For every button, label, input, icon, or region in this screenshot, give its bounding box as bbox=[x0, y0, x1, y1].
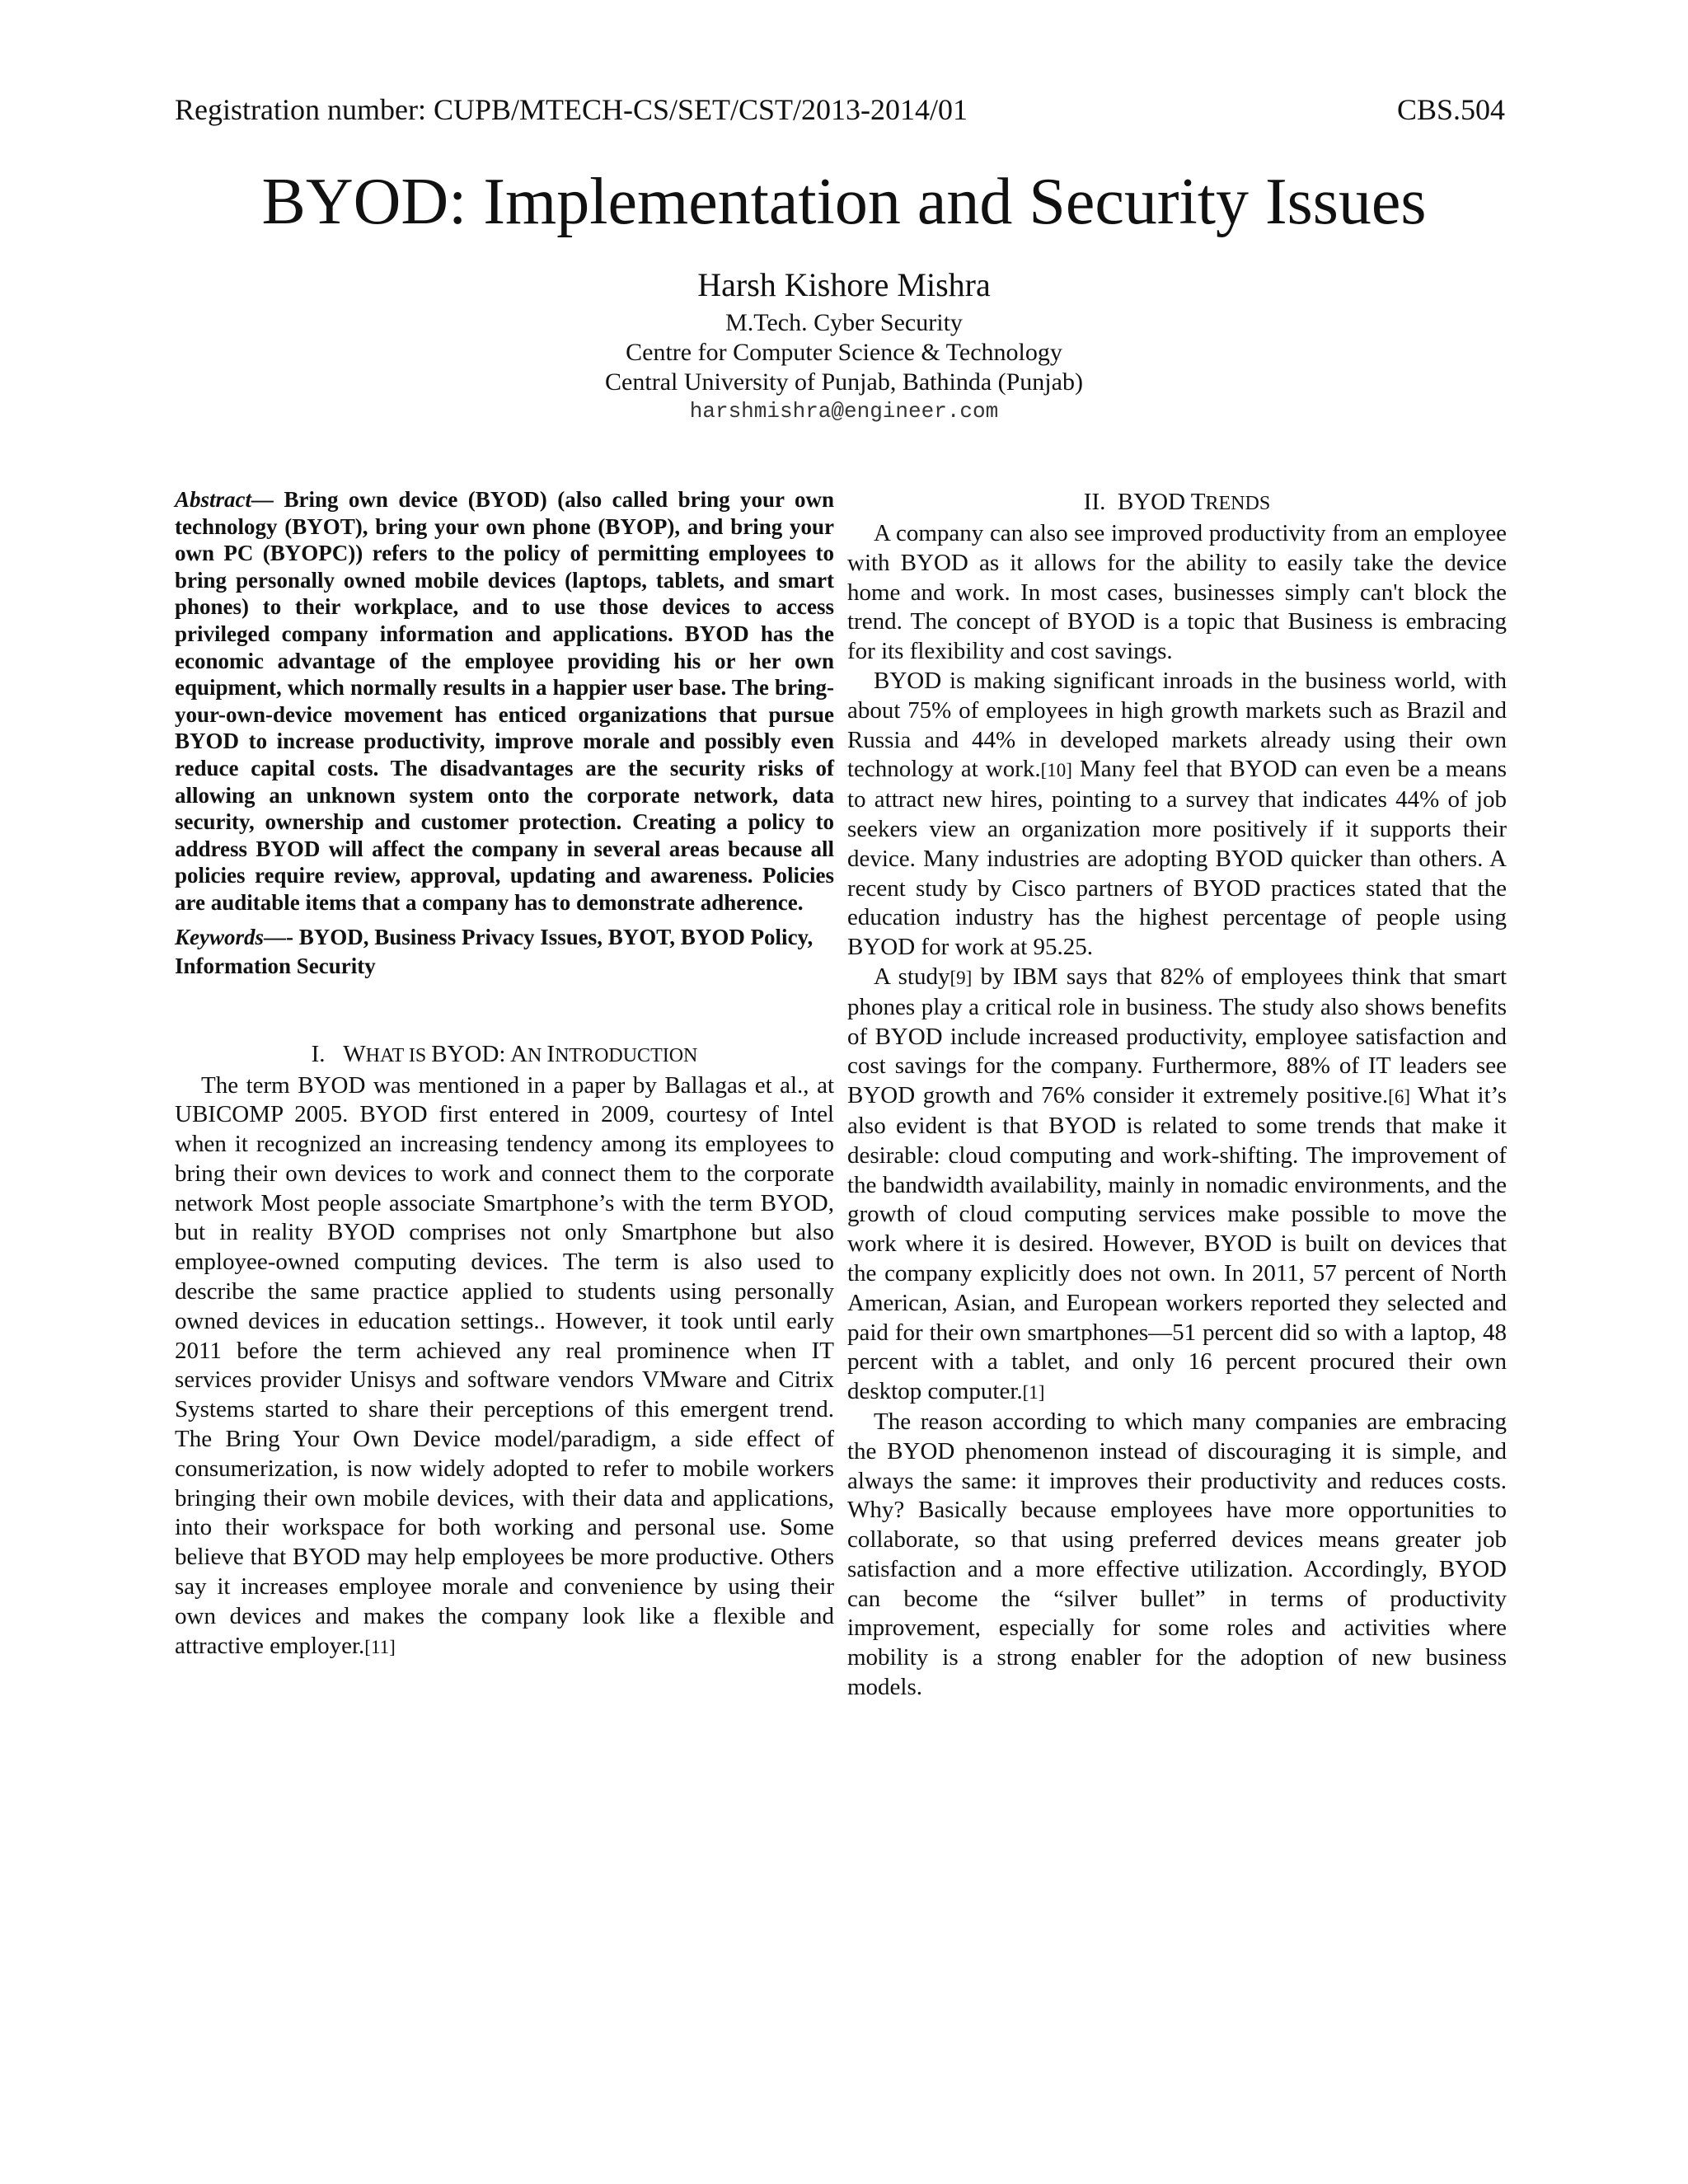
author-block bbox=[0, 262, 1688, 425]
page-header bbox=[175, 89, 1505, 130]
section-number: II. bbox=[1083, 489, 1106, 515]
paragraph-text: BYOD is making significant inroads in the business world, with about 75% of employees in high growth markets such as Brazil and Russia and 44% in developed markets already using their own technology at work. bbox=[847, 667, 1507, 783]
section-title-part: HAT IS bbox=[365, 1044, 432, 1066]
paragraph-text: Many feel that BYOD can even be a means to attract new hires, pointing to a survey that indicates 44% of job seekers view an organization more positively if it supports their device. Many industries are adopting BYOD quicker than others. A recent study by Cisco partners of BYOD practices stated that the education industry has the highest percentage of people using BYOD for work at 95.25. bbox=[847, 756, 1507, 961]
citation: [9] bbox=[950, 967, 973, 988]
section-number: I. bbox=[311, 1040, 326, 1067]
section-title-part: N bbox=[528, 1044, 547, 1066]
section-title-part: BYOD T bbox=[1117, 489, 1206, 515]
section-title-part: BYOD: A bbox=[431, 1040, 528, 1067]
paper-title: BYOD: Implementation and Security Issues bbox=[261, 166, 1427, 238]
section-heading-trends bbox=[847, 486, 1507, 519]
author-email: harshmishra@engineer.com bbox=[689, 399, 999, 424]
author-department: Centre for Computer Science & Technology bbox=[626, 339, 1062, 366]
abstract-text: Bring own device (BYOD) (also called bring your own technology (BYOT), bring your own phone (BYOP), and bring your own PC (BYOPC)) refers to the policy of permitting employees to bring personally owned mobile devices (laptops, tablets, and smart phones) to their workplace, and to use those devices to access privileged company information and applications. BYOD has the economic advantage of the employee providing his or her own equipment, which normally results in a happier user base. The bring-your-own-device movement has enticed organizations that pursue BYOD to increase productivity, improve morale and possibly even reduce capital costs. The disadvantages are the security risks of allowing an unknown system onto the corporate network, data security, ownership and customer protection. Creating a policy to address BYOD will affect the company in several areas because all policies require review, approval, updating and awareness. Policies are auditable items that a company has to demonstrate adherence. bbox=[175, 487, 834, 915]
author-degree: M.Tech. Cyber Security bbox=[725, 309, 963, 336]
intro-paragraph bbox=[175, 1071, 834, 1662]
paragraph-text: A study bbox=[874, 963, 950, 990]
section-title-part: RENDS bbox=[1205, 493, 1271, 514]
right-column bbox=[847, 486, 1507, 1703]
paragraph-text: by IBM says that 82% of employees think that smart phones play a critical role in business. The study also shows benefits of BYOD include increased productivity, employee satisfaction and cost savings for the company. Furthermore, 88% of IT leaders see BYOD growth and 76% consider it extremely positive. bbox=[847, 963, 1507, 1109]
author-name: Harsh Kishore Mishra bbox=[697, 266, 991, 303]
citation: [10] bbox=[1040, 760, 1072, 781]
section-title-part: NTRODUCTION bbox=[555, 1044, 698, 1066]
citation: [11] bbox=[364, 1636, 396, 1657]
trends-paragraph-4: The reason according to which many companies are embracing the BYOD phenomenon instead of discouraging it is simple, and always the same: it improves their productivity and reduces costs. Why? Basically because employees have more opportunities to collaborate, so that using preferred devices means greater job satisfaction and a more effective utilization. Accordingly, BYOD can become the “silver bullet” in terms of productivity improvement, especially for some roles and activities where mobility is a strong enabler for the adoption of new business models. bbox=[847, 1408, 1507, 1701]
paragraph-text: The term BYOD was mentioned in a paper by Ballagas et al., at UBICOMP 2005. BYOD first entered in 2009, courtesy of Intel when it recognized an increasing tendency among its employees to bring their own devices to work and connect them to the corporate network Most people associate Smartphone’s with the term BYOD, but in reality BYOD comprises not only Smartphone but also employee-owned computing devices. The term is also used to describe the same practice applied to students using personally owned devices in education settings.. However, it took until early 2011 before the term achieved any real prominence when IT services provider Unisys and software vendors VMware and Citrix Systems started to share their perceptions of this emergent trend. The Bring Your Own Device model/paradigm, a side effect of consumerization, is now widely adopted to refer to mobile workers bringing their own mobile devices, with their data and applications, into their workspace for both working and personal use. Some believe that BYOD may help employees be more productive. Others say it increases employee morale and convenience by using their own devices and makes the company look like a flexible and attractive employer. bbox=[175, 1071, 834, 1659]
section-title-part: W bbox=[343, 1040, 366, 1067]
trends-paragraph-3 bbox=[847, 963, 1507, 1408]
keywords-label: Keywords bbox=[175, 924, 264, 949]
left-column bbox=[175, 486, 834, 1661]
citation: [1] bbox=[1022, 1382, 1045, 1404]
section-heading-introduction bbox=[175, 1038, 834, 1071]
registration-number: Registration number: CUPB/MTECH-CS/SET/CST/2013-2014/01 bbox=[175, 93, 968, 126]
author-university: Central University of Punjab, Bathinda (Punjab) bbox=[605, 368, 1083, 396]
citation: [6] bbox=[1388, 1086, 1410, 1108]
abstract bbox=[175, 486, 834, 916]
trends-paragraph-2 bbox=[847, 667, 1507, 963]
keywords bbox=[175, 923, 834, 981]
section-title-part: I bbox=[546, 1040, 556, 1067]
abstract-label: Abstract— bbox=[175, 487, 274, 512]
trends-paragraph-1: A company can also see improved productivity from an employee with BYOD as it allows for the ability to easily take the device home and work. In most cases, businesses simply can't block the trend. The concept of BYOD is a topic that Business is embracing for its flexibility and cost savings. bbox=[847, 520, 1507, 665]
paragraph-text: What it’s also evident is that BYOD is related to some trends that make it desirable: cloud computing and work-shifting. The improvement of the bandwidth availability, mainly in nomadic environments, and the growth of cloud computing services make possible to move the work where it is desired. However, BYOD is built on devices that the company explicitly does not own. In 2011, 57 percent of North American, Asian, and European workers reported they selected and paid for their own smartphones—51 percent did so with a laptop, 48 percent with a tablet, and only 16 percent procured their own desktop computer. bbox=[847, 1082, 1507, 1405]
keywords-dash: —- bbox=[264, 924, 293, 949]
keywords-text: BYOD, Business Privacy Issues, BYOT, BYOD Policy, Information Security bbox=[175, 924, 814, 978]
course-code: CBS.504 bbox=[1396, 93, 1505, 126]
